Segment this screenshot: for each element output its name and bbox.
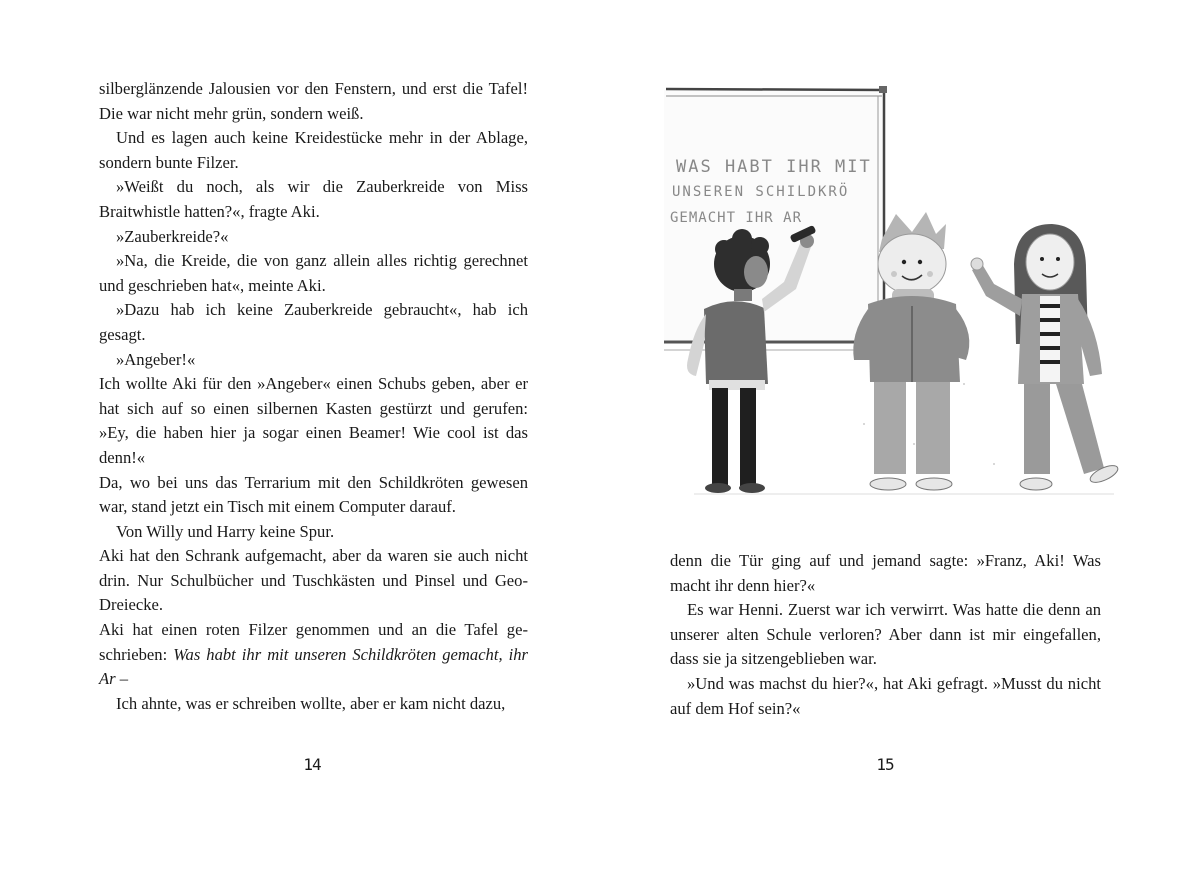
paragraph: »Na, die Kreide, die von ganz allein alles richtig gerechnet und geschrieben hat«, meinte Aki. [99, 251, 528, 295]
paragraph: Da, wo bei uns das Terrarium mit den Schildkröten gewesen war, stand jetzt ein Tisch mit einem Computer darauf. [99, 472, 528, 517]
classroom-illustration [664, 84, 1124, 504]
board-line: GEMACHT IHR AR [670, 210, 803, 226]
paragraph: »Zauberkreide?« [116, 226, 229, 246]
board-line: WAS HABT IHR MIT [676, 157, 872, 177]
board-line: UNSEREN SCHILDKRÖ [672, 184, 850, 200]
paragraph: »Dazu hab ich keine Zauberkreide gebraucht«, hab ich gesagt. [99, 300, 528, 344]
paragraph-board-message [99, 618, 528, 692]
paragraph: Aki hat den Schrank aufgemacht, aber da waren sie auch nicht drin. Nur Schulbücher und Tuschkästen und Pinsel und Geo-Dreiecke. [99, 546, 528, 615]
paragraph: denn die Tür ging auf und jemand sagte: »Franz, Aki! Was macht ihr denn hier?« [670, 551, 1101, 595]
paragraph: »Angeber!« [116, 349, 196, 369]
left-page-text [99, 77, 528, 716]
paragraph: Ich ahnte, was er schreiben wollte, aber er kam nicht dazu, [116, 693, 506, 713]
paragraph: »Und was machst du hier?«, hat Aki gefragt. »Musst du nicht auf dem Hof sein?« [670, 673, 1101, 718]
paragraph: Und es lagen auch keine Kreidestücke mehr in der Ablage, sondern bunte Filzer. [99, 128, 528, 172]
paragraph: Ich wollte Aki für den »Angeber« einen Schubs geben, aber er hat sich auf so einen silbernen Kasten gestürzt und gerufen: »Ey, die haben hier ja sogar einen Beamer! Wie cool ist das denn!« [99, 374, 528, 467]
paragraph: Von Willy und Harry keine Spur. [116, 521, 335, 541]
henni-figure [971, 224, 1120, 490]
board-intro-text: Aki hat einen roten Filzer genommen und an die Tafel geschrieben: [99, 620, 528, 664]
board-written-text: Was habt ihr mit unseren Schildkröten gemacht, ihr Ar – [99, 644, 528, 689]
page-number-left: 14 [303, 755, 321, 774]
right-page-text [670, 549, 1101, 721]
paragraph: Es war Henni. Zuerst war ich verwirrt. Was hatte die denn an unserer alten Schule verloren? Aber dann ist mir eingefallen, dass sie ja sitzengeblieben war. [670, 600, 1101, 669]
paragraph: »Weißt du noch, als wir die Zauberkreide von Miss Braitwhistle hatten?«, fragte Aki. [99, 177, 528, 221]
page-number-right: 15 [876, 755, 894, 774]
paragraph: silberglänzende Jalousien vor den Fenstern, und erst die Tafel! Die war nicht mehr grün, sondern weiß. [99, 79, 528, 123]
